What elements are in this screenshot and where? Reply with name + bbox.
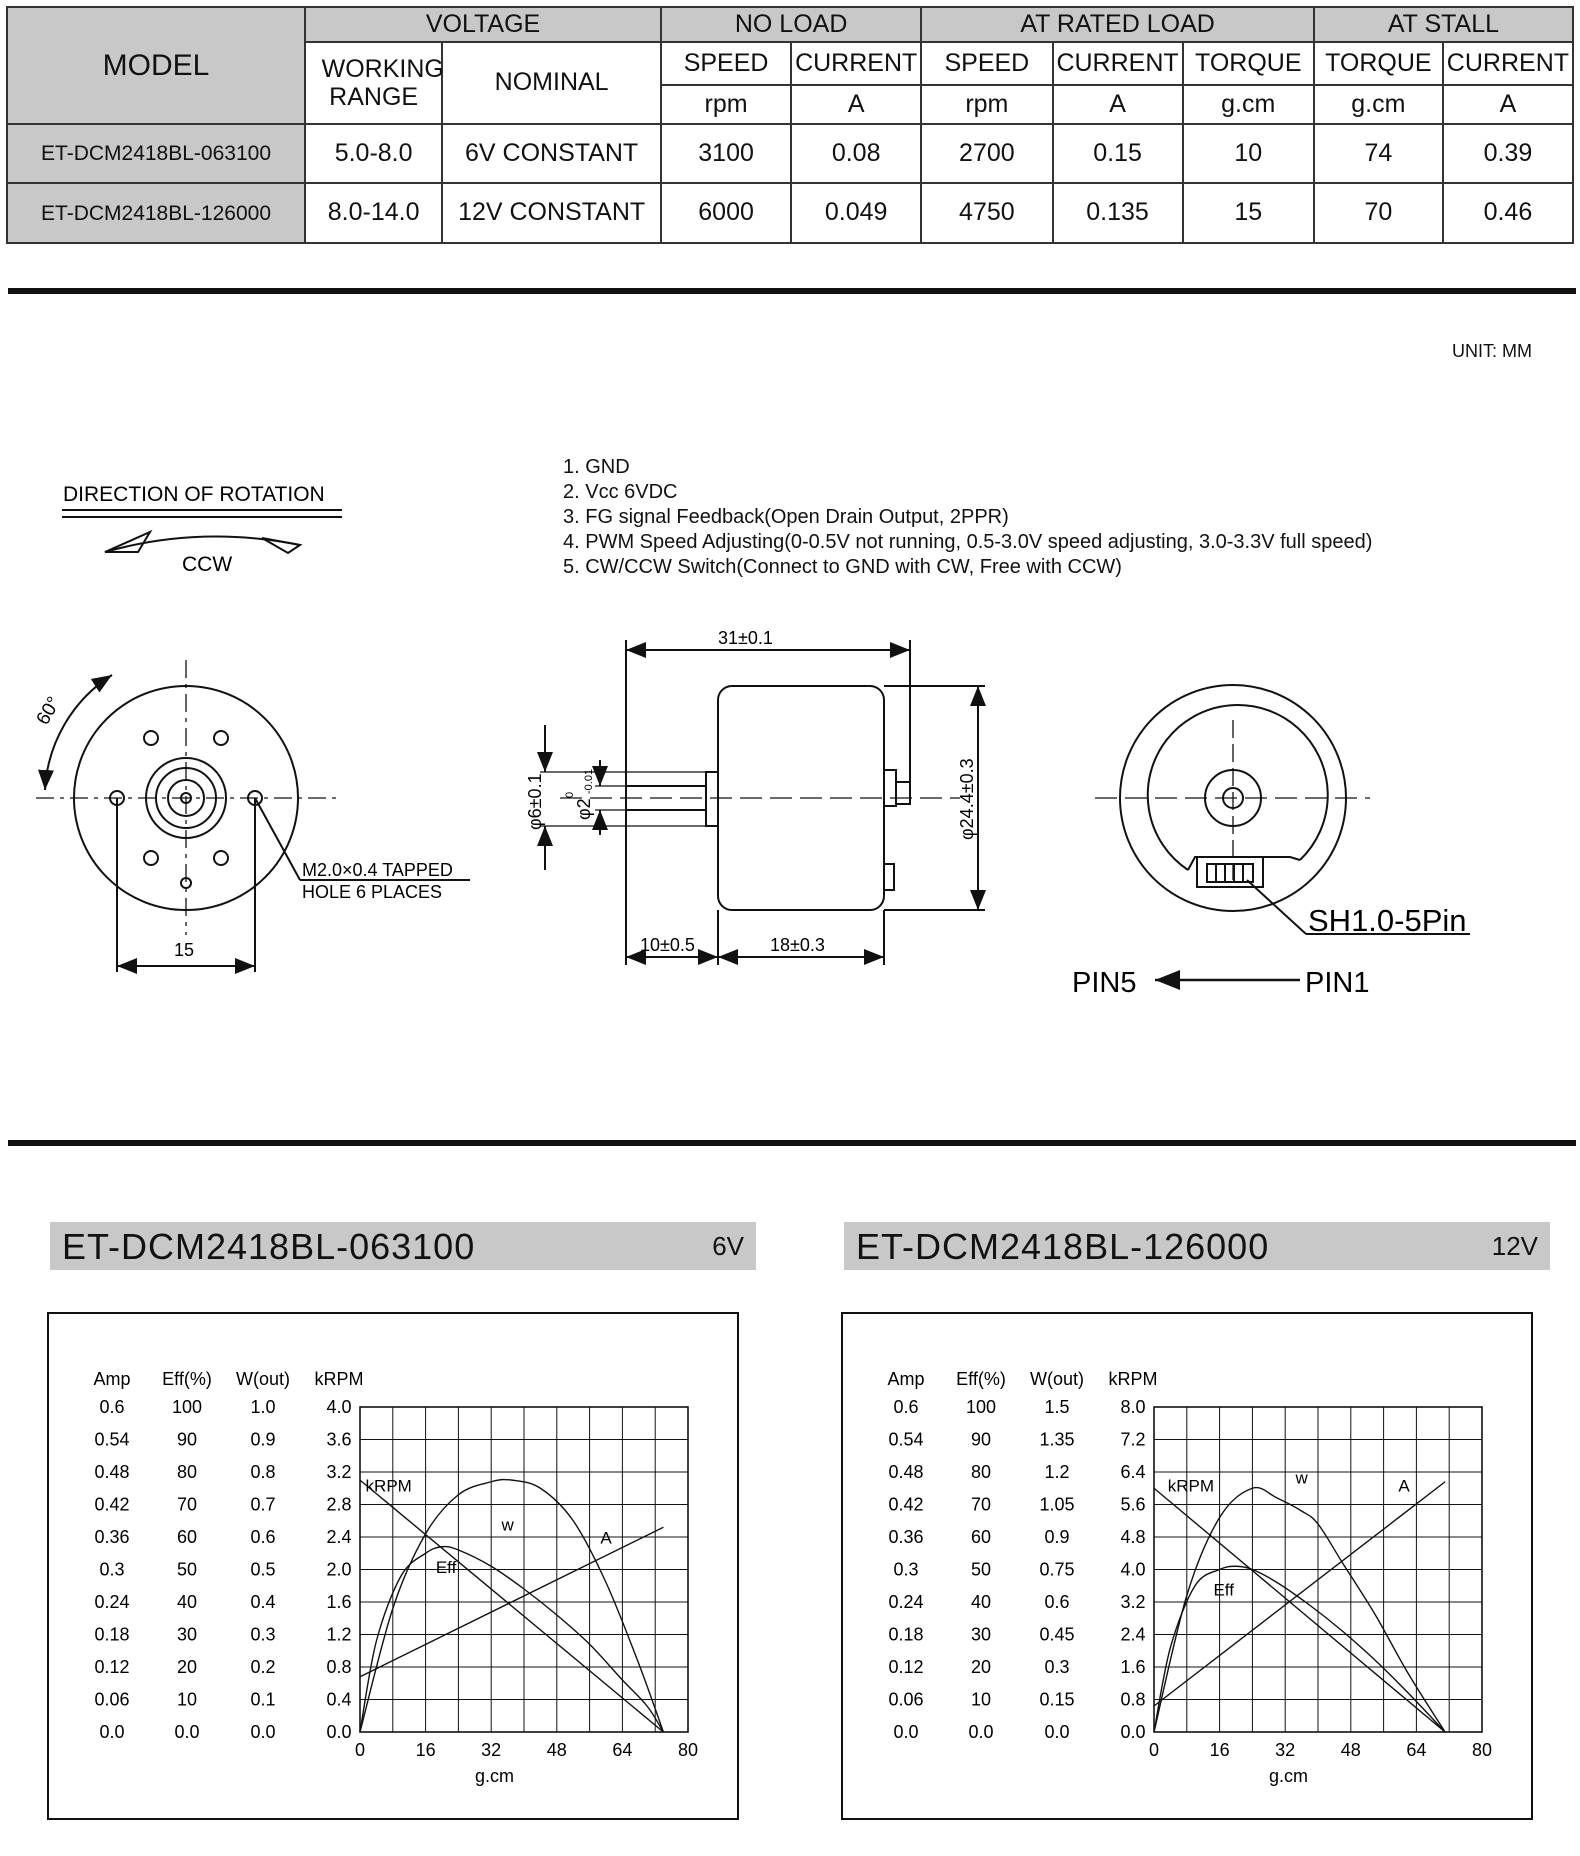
dimension-label: 10±0.5 (640, 935, 695, 955)
y-tick-label: 3.6 (326, 1429, 352, 1450)
y-tick-label: 100 (965, 1397, 997, 1417)
y-tick-label: 80 (176, 1462, 198, 1482)
value-cell: 0.39 (1443, 124, 1573, 184)
y-tick-label: 0.3 (250, 1624, 276, 1645)
x-tick-label: 0 (354, 1740, 366, 1760)
y-tick-label: 0.06 (94, 1689, 130, 1710)
y-tick-label: 3.2 (326, 1462, 352, 1482)
x-axis-label: g.cm (1268, 1766, 1308, 1786)
y-tick-label: 0.0 (99, 1722, 125, 1742)
axis-header: W(out) (236, 1369, 290, 1389)
tapped-hole-label: HOLE 6 PLACES (302, 882, 443, 902)
axis-header: Eff(%) (162, 1369, 212, 1389)
tolerance-label: -0.01 (583, 768, 595, 794)
header-current: CURRENT (791, 42, 921, 85)
axis-header: kRPM (314, 1369, 364, 1389)
chart-voltage: 12V (1491, 1231, 1538, 1261)
rotation-direction: CCW (182, 553, 233, 576)
tolerance-label: 0 (564, 791, 576, 798)
y-tick-label: 0.0 (326, 1722, 352, 1742)
dimension-label: 15 (174, 940, 195, 960)
model-cell: ET-DCM2418BL-063100 (7, 124, 305, 184)
y-tick-label: 3.2 (1120, 1592, 1146, 1612)
performance-chart-6v (47, 1312, 739, 1822)
y-tick-label: 0.8 (250, 1462, 276, 1482)
spec-table (6, 6, 1574, 244)
table-row (7, 124, 1573, 184)
y-tick-label: 2.8 (326, 1494, 352, 1515)
y-tick-label: 1.2 (326, 1624, 352, 1645)
chart-grid (360, 1407, 688, 1732)
y-tick-label: 60 (970, 1527, 992, 1547)
header-speed: SPEED (661, 42, 791, 85)
x-tick-label: 16 (415, 1740, 436, 1760)
axis-header: kRPM (1108, 1369, 1158, 1389)
value-cell: 4750 (921, 183, 1052, 243)
header-stall: AT STALL (1314, 7, 1573, 42)
y-tick-label: 4.0 (1120, 1559, 1146, 1580)
dimension-label: φ24.4±0.3 (957, 758, 977, 840)
flange-view (36, 660, 470, 972)
axis-header: W(out) (1030, 1369, 1084, 1389)
dimension-label: 31±0.1 (718, 628, 773, 648)
series-label: Eff (435, 1557, 457, 1577)
y-tick-label: 0.6 (99, 1397, 125, 1417)
rotation-indicator (62, 483, 342, 576)
pin-item: 4. PWM Speed Adjusting(0-0.5V not running, 0.5-3.0V speed adjusting, 3.0-3.3V full speed) (563, 531, 1373, 553)
performance-chart-12v (841, 1312, 1533, 1822)
y-tick-label: 100 (171, 1397, 203, 1417)
value-cell: 0.135 (1053, 183, 1183, 243)
y-tick-label: 0.18 (888, 1624, 924, 1645)
axis-header: Amp (887, 1369, 925, 1389)
y-tick-label: 0.8 (326, 1657, 352, 1677)
series-label: Eff (1213, 1580, 1234, 1600)
model-cell: ET-DCM2418BL-126000 (7, 183, 305, 243)
unit-cell: rpm (661, 85, 791, 124)
y-tick-label: 2.0 (326, 1559, 352, 1580)
y-tick-label: 0.24 (94, 1592, 130, 1612)
y-tick-label: 0.0 (1120, 1722, 1146, 1742)
tapped-hole-label: M2.0×0.4 TAPPED (302, 860, 453, 880)
divider (8, 1140, 1576, 1146)
header-working-range: WORKING RANGE (305, 42, 442, 124)
series-label: w (1295, 1468, 1308, 1488)
y-tick-label: 4.8 (1120, 1527, 1146, 1547)
y-tick-label: 0.24 (888, 1592, 924, 1612)
y-tick-label: 10 (176, 1689, 198, 1710)
unit-cell: rpm (921, 85, 1052, 124)
y-tick-label: 0.0 (250, 1722, 276, 1742)
y-tick-label: 0.15 (1039, 1689, 1075, 1710)
y-tick-label: 5.6 (1120, 1494, 1146, 1515)
y-tick-label: 0.0 (174, 1722, 200, 1742)
y-tick-label: 1.05 (1039, 1494, 1075, 1515)
series-label: kRPM (365, 1476, 412, 1496)
y-tick-label: 0.48 (888, 1462, 924, 1482)
x-tick-label: 64 (1406, 1740, 1427, 1760)
y-tick-label: 40 (970, 1592, 992, 1612)
table-row (7, 183, 1573, 243)
axis-header: Eff(%) (956, 1369, 1006, 1389)
value-cell: 74 (1314, 124, 1443, 184)
mechanical-drawing (0, 460, 1580, 1020)
value-cell: 0.08 (791, 124, 921, 184)
series-label: A (1398, 1476, 1410, 1496)
y-tick-label: 50 (970, 1559, 992, 1580)
x-tick-label: 48 (546, 1740, 567, 1760)
y-tick-label: 0.18 (94, 1624, 130, 1645)
y-tick-label: 0.36 (888, 1527, 924, 1547)
series-line-a (1154, 1482, 1445, 1706)
value-cell: 0.46 (1443, 183, 1573, 243)
value-cell: 0.049 (791, 183, 921, 243)
value-cell: 0.15 (1053, 124, 1183, 184)
dimension-label: φ6±0.1 (525, 773, 545, 830)
y-tick-label: 2.4 (326, 1527, 352, 1547)
pin-item: 1. GND (563, 456, 630, 478)
header-voltage: VOLTAGE (305, 7, 661, 42)
y-tick-label: 4.0 (326, 1397, 352, 1417)
y-tick-label: 0.48 (94, 1462, 130, 1482)
y-tick-label: 1.0 (250, 1397, 276, 1417)
x-axis-label: g.cm (474, 1766, 514, 1786)
y-tick-label: 0.2 (250, 1657, 276, 1677)
y-tick-label: 0.12 (888, 1657, 924, 1677)
y-tick-label: 1.2 (1044, 1462, 1070, 1482)
pin-item: 5. CW/CCW Switch(Connect to GND with CW, Free with CCW) (563, 556, 1122, 578)
x-tick-label: 16 (1209, 1740, 1230, 1760)
chart-title-bar (50, 1222, 756, 1270)
y-tick-label: 30 (970, 1624, 992, 1645)
y-tick-label: 0.5 (250, 1559, 276, 1580)
unit-label: UNIT: MM (1452, 341, 1532, 361)
series-label: w (501, 1515, 514, 1535)
y-tick-label: 50 (176, 1559, 198, 1580)
value-cell: 6000 (661, 183, 791, 243)
header-model: MODEL (7, 7, 305, 124)
pin-item: 3. FG signal Feedback(Open Drain Output, 2PPR) (563, 506, 1009, 528)
y-tick-label: 40 (176, 1592, 198, 1612)
y-tick-label: 0.54 (94, 1429, 130, 1450)
y-tick-label: 1.6 (326, 1592, 352, 1612)
chart-voltage: 6V (712, 1231, 744, 1261)
chart-model: ET-DCM2418BL-063100 (62, 1226, 476, 1267)
pin5-label: PIN5 (1072, 967, 1137, 999)
y-tick-label: 8.0 (1120, 1397, 1146, 1417)
unit-cell: A (1053, 85, 1183, 124)
x-tick-label: 32 (481, 1740, 502, 1760)
y-tick-label: 0.9 (250, 1429, 276, 1450)
y-tick-label: 0.4 (326, 1689, 352, 1710)
angle-label: 60° (32, 693, 66, 729)
y-tick-label: 0.3 (99, 1559, 125, 1580)
y-tick-label: 6.4 (1120, 1462, 1146, 1482)
axis-header: Amp (93, 1369, 131, 1389)
value-cell: 2700 (921, 124, 1052, 184)
unit-cell: A (791, 85, 921, 124)
y-tick-label: 0.75 (1039, 1559, 1075, 1580)
y-tick-label: 0.06 (888, 1689, 924, 1710)
y-tick-label: 0.9 (1044, 1527, 1070, 1547)
x-tick-label: 80 (677, 1740, 699, 1760)
nominal-cell: 6V CONSTANT (442, 124, 661, 184)
y-tick-label: 70 (970, 1494, 992, 1515)
header-rated-load: AT RATED LOAD (921, 7, 1314, 42)
y-tick-label: 0.54 (888, 1429, 924, 1450)
rotation-title: DIRECTION OF ROTATION (63, 483, 325, 506)
chart-grid (1154, 1407, 1482, 1732)
y-tick-label: 0.42 (94, 1494, 130, 1515)
value-cell: 10 (1183, 124, 1314, 184)
unit-cell: g.cm (1183, 85, 1314, 124)
y-tick-label: 0.8 (1120, 1689, 1146, 1710)
series-line-krpm (1154, 1488, 1445, 1732)
y-tick-label: 60 (176, 1527, 198, 1547)
y-tick-label: 0.3 (1044, 1657, 1070, 1677)
x-tick-label: 32 (1275, 1740, 1296, 1760)
y-tick-label: 0.6 (1044, 1592, 1070, 1612)
series-label: A (600, 1528, 612, 1548)
y-tick-label: 0.0 (968, 1722, 994, 1742)
x-tick-label: 64 (612, 1740, 633, 1760)
y-tick-label: 2.4 (1120, 1624, 1146, 1645)
y-tick-label: 7.2 (1120, 1429, 1146, 1450)
header-no-load: NO LOAD (661, 7, 921, 42)
y-tick-label: 80 (970, 1462, 992, 1482)
pin1-label: PIN1 (1305, 967, 1370, 999)
x-tick-label: 48 (1340, 1740, 1361, 1760)
nominal-cell: 12V CONSTANT (442, 183, 661, 243)
pin-item: 2. Vcc 6VDC (563, 481, 678, 503)
header-current: CURRENT (1443, 42, 1573, 85)
y-tick-label: 20 (970, 1657, 992, 1677)
y-tick-label: 0.0 (893, 1722, 919, 1742)
chart-title-bar (844, 1222, 1550, 1270)
y-tick-label: 1.5 (1044, 1397, 1070, 1417)
y-tick-label: 0.3 (893, 1559, 919, 1580)
y-tick-label: 0.36 (94, 1527, 130, 1547)
y-tick-label: 30 (176, 1624, 198, 1645)
y-tick-label: 1.35 (1039, 1429, 1075, 1450)
y-tick-label: 0.42 (888, 1494, 924, 1515)
y-tick-label: 0.12 (94, 1657, 130, 1677)
unit-cell: g.cm (1314, 85, 1443, 124)
divider (8, 288, 1576, 294)
value-cell: 70 (1314, 183, 1443, 243)
chart-model: ET-DCM2418BL-126000 (856, 1226, 1270, 1267)
y-tick-label: 0.6 (250, 1527, 276, 1547)
arrow-left-icon (105, 532, 150, 552)
y-tick-label: 90 (176, 1429, 198, 1450)
y-tick-label: 70 (176, 1494, 198, 1515)
y-tick-label: 0.6 (893, 1397, 919, 1417)
y-tick-label: 0.4 (250, 1592, 276, 1612)
y-tick-label: 0.45 (1039, 1624, 1075, 1645)
y-tick-label: 90 (970, 1429, 992, 1450)
header-torque: TORQUE (1314, 42, 1443, 85)
dimension-label: φ2 (574, 798, 594, 820)
y-tick-label: 0.1 (250, 1689, 276, 1710)
series-line-eff (1154, 1566, 1445, 1732)
y-tick-label: 20 (176, 1657, 198, 1677)
y-tick-label: 10 (970, 1689, 992, 1710)
dimension-label: 18±0.3 (770, 935, 825, 955)
header-nominal: NOMINAL (442, 42, 661, 124)
header-speed: SPEED (921, 42, 1052, 85)
x-tick-label: 0 (1148, 1740, 1160, 1760)
range-cell: 5.0-8.0 (305, 124, 442, 184)
header-torque: TORQUE (1183, 42, 1314, 85)
range-cell: 8.0-14.0 (305, 183, 442, 243)
y-tick-label: 0.7 (250, 1494, 276, 1515)
series-label: kRPM (1167, 1476, 1215, 1496)
x-tick-label: 80 (1471, 1740, 1493, 1760)
y-tick-label: 1.6 (1120, 1657, 1146, 1677)
value-cell: 15 (1183, 183, 1314, 243)
y-tick-label: 0.0 (1044, 1722, 1070, 1742)
header-current: CURRENT (1053, 42, 1183, 85)
value-cell: 3100 (661, 124, 791, 184)
unit-cell: A (1443, 85, 1573, 124)
side-view (540, 640, 985, 965)
connector-label: SH1.0-5Pin (1308, 903, 1467, 938)
